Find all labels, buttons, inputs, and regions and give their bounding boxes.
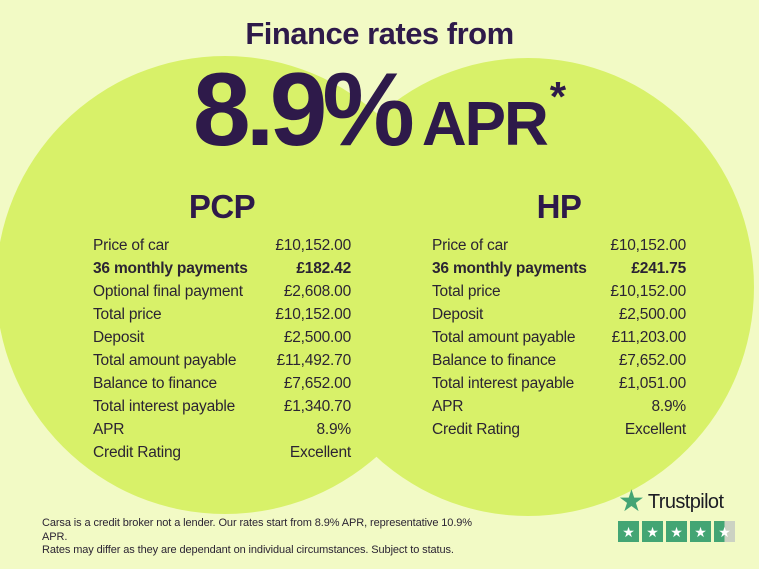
trustpilot-wordmark: Trustpilot: [647, 490, 724, 513]
hp-heading: HP: [536, 188, 582, 225]
trustpilot-badge: [618, 485, 744, 542]
table-row: [93, 421, 351, 444]
row-label: Deposit: [93, 329, 145, 346]
row-value: 8.9%: [316, 421, 351, 438]
table-row: [93, 260, 351, 283]
table-row: [432, 306, 686, 329]
table-row: [93, 352, 351, 375]
row-value: Excellent: [289, 444, 351, 461]
row-label: Credit Rating: [432, 421, 520, 438]
headline-rate: [0, 52, 759, 168]
row-value: £182.42: [296, 260, 351, 277]
row-label: Price of car: [93, 237, 169, 254]
row-label: APR: [93, 421, 125, 438]
table-row: [93, 306, 351, 329]
row-label: Optional final payment: [93, 283, 243, 300]
row-value: Excellent: [624, 421, 686, 438]
rating-star-full: ★: [666, 521, 687, 542]
trustpilot-logo-row: [618, 485, 744, 518]
page-title: Finance rates from: [245, 16, 514, 51]
rate-apr-label: APR: [421, 90, 547, 159]
pcp-table: [93, 237, 351, 467]
row-value: £11,492.70: [276, 352, 351, 369]
row-value: £7,652.00: [618, 352, 686, 369]
row-label: 36 monthly payments: [432, 260, 587, 277]
row-value: £11,203.00: [611, 329, 686, 346]
row-label: Price of car: [432, 237, 508, 254]
row-value: £2,500.00: [618, 306, 686, 323]
pcp-column: [93, 188, 351, 467]
trustpilot-star-icon: ★: [618, 485, 645, 518]
table-row: [432, 329, 686, 352]
disclaimer-text: [42, 517, 472, 558]
row-value: £1,340.70: [283, 398, 351, 415]
table-row: [432, 237, 686, 260]
rating-star-full: ★: [690, 521, 711, 542]
table-row: [93, 329, 351, 352]
row-value: £1,051.00: [618, 375, 686, 392]
row-label: Total interest payable: [432, 375, 575, 392]
row-value: £2,608.00: [283, 283, 351, 300]
rating-star-full: ★: [618, 521, 639, 542]
rating-star-full: ★: [642, 521, 663, 542]
row-label: Deposit: [432, 306, 484, 323]
table-row: [93, 375, 351, 398]
row-label: Credit Rating: [93, 444, 181, 461]
table-row: [93, 444, 351, 467]
row-label: Balance to finance: [93, 375, 217, 392]
rate-asterisk: *: [549, 73, 567, 120]
table-row: [432, 375, 686, 398]
table-row: [432, 398, 686, 421]
hp-table: [432, 237, 686, 444]
table-row: [432, 352, 686, 375]
row-value: £2,500.00: [283, 329, 351, 346]
table-row: [93, 398, 351, 421]
rate-value: 8.9%: [192, 52, 410, 168]
row-value: £10,152.00: [275, 306, 351, 323]
disclaimer-line-1: Carsa is a credit broker not a lender. Our rates start from 8.9% APR, representative 10.9% APR.: [42, 517, 472, 543]
table-row: [93, 283, 351, 306]
row-value: £10,152.00: [275, 237, 351, 254]
row-label: Total amount payable: [432, 329, 576, 346]
row-label: APR: [432, 398, 464, 415]
pcp-heading: PCP: [188, 188, 256, 225]
trustpilot-rating-stars: [618, 521, 744, 542]
table-row: [432, 260, 686, 283]
row-label: 36 monthly payments: [93, 260, 248, 277]
row-value: £7,652.00: [283, 375, 351, 392]
table-row: [432, 421, 686, 444]
row-label: Total amount payable: [93, 352, 237, 369]
disclaimer-line-2: Rates may differ as they are dependant on individual circumstances. Subject to status.: [42, 544, 454, 556]
row-label: Total price: [93, 306, 162, 323]
row-value: £10,152.00: [610, 237, 686, 254]
table-row: [432, 283, 686, 306]
hp-column: [432, 188, 686, 444]
row-label: Balance to finance: [432, 352, 556, 369]
row-label: Total price: [432, 283, 501, 300]
row-value: £241.75: [631, 260, 686, 277]
rating-star-half: ★: [714, 521, 735, 542]
table-row: [93, 237, 351, 260]
row-label: Total interest payable: [93, 398, 236, 415]
row-value: 8.9%: [651, 398, 686, 415]
row-value: £10,152.00: [610, 283, 686, 300]
